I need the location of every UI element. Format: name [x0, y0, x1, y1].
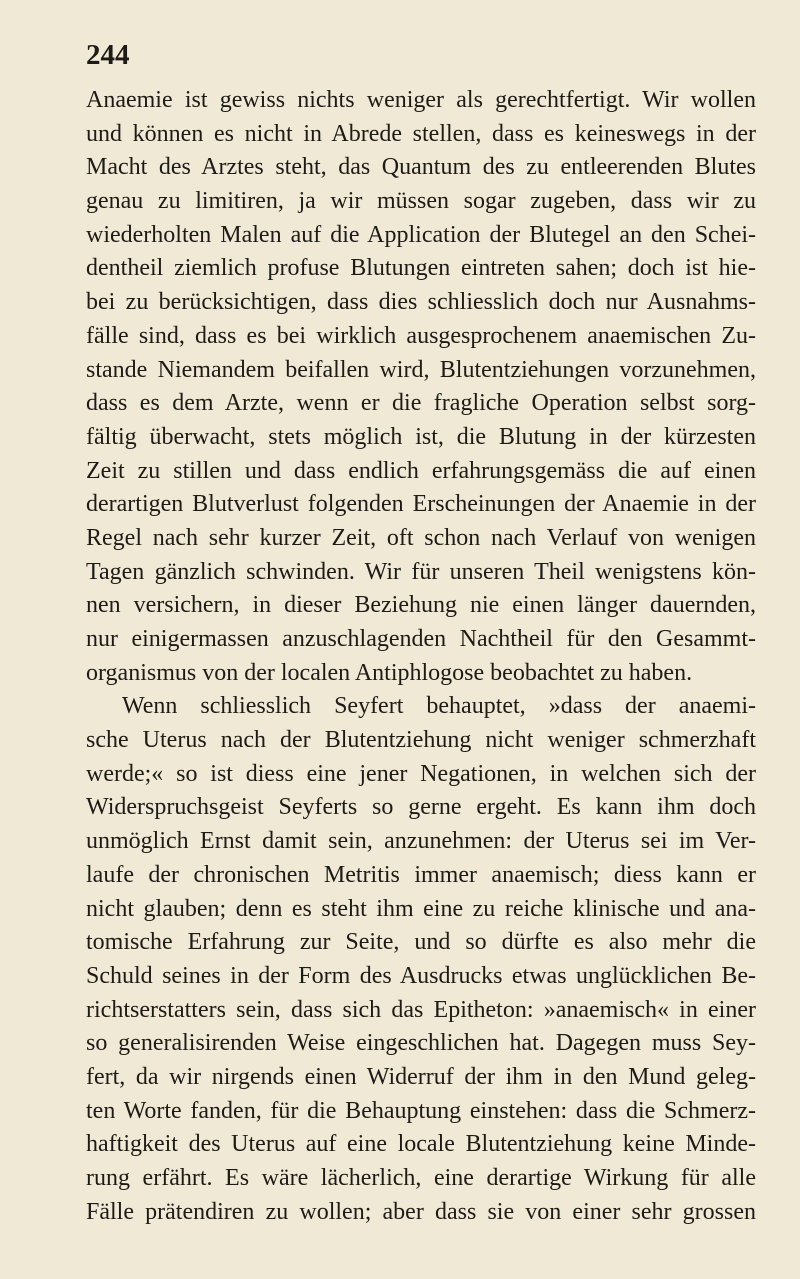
- text-line: sche Uterus nach der Blutentziehung nicht weniger schmerzhaft: [86, 727, 756, 754]
- text-line: Wenn schliesslich Seyfert behauptet, »dass der anaemi-: [122, 693, 756, 720]
- text-line: stande Niemandem beifallen wird, Blutentziehungen vorzunehmen,: [86, 356, 756, 383]
- text-line: haftigkeit des Uterus auf eine locale Blutentziehung keine Minde-: [86, 1131, 756, 1158]
- text-line: fert, da wir nirgends einen Widerruf der ihm in den Mund geleg-: [86, 1063, 756, 1090]
- text-line: und können es nicht in Abrede stellen, dass es keineswegs in der: [86, 120, 756, 147]
- text-line: genau zu limitiren, ja wir müssen sogar zugeben, dass wir zu: [86, 188, 756, 215]
- text-line: richtserstatters sein, dass sich das Epitheton: »anaemisch« in einer: [86, 996, 756, 1023]
- text-line: dentheil ziemlich profuse Blutungen eintreten sahen; doch ist hie-: [86, 255, 756, 282]
- text-line: Tagen gänzlich schwinden. Wir für unseren Theil wenigstens kön-: [86, 558, 756, 585]
- text-line: ten Worte fanden, für die Behauptung einstehen: dass die Schmerz-: [86, 1097, 756, 1124]
- text-line: tomische Erfahrung zur Seite, und so dürfte es also mehr die: [86, 929, 756, 956]
- text-line: Schuld seines in der Form des Ausdrucks etwas unglücklichen Be-: [86, 962, 756, 989]
- text-line: nen versichern, in dieser Beziehung nie einen länger dauernden,: [86, 592, 756, 619]
- text-line: laufe der chronischen Metritis immer anaemisch; diess kann er: [86, 861, 756, 888]
- text-line: Macht des Arztes steht, das Quantum des zu entleerenden Blutes: [86, 154, 756, 181]
- text-line: Widerspruchsgeist Seyferts so gerne ergeht. Es kann ihm doch: [86, 794, 756, 821]
- text-line: so generalisirenden Weise eingeschlichen hat. Dagegen muss Sey-: [86, 1030, 756, 1057]
- text-line: fältig überwacht, stets möglich ist, die Blutung in der kürzesten: [86, 423, 756, 450]
- text-line: bei zu berücksichtigen, dass dies schliesslich doch nur Ausnahms-: [86, 289, 756, 316]
- text-line: Anaemie ist gewiss nichts weniger als gerechtfertigt. Wir wollen: [86, 87, 756, 113]
- text-line: Regel nach sehr kurzer Zeit, oft schon nach Verlauf von wenigen: [86, 524, 756, 551]
- body-text: [86, 84, 756, 1229]
- text-line: Zeit zu stillen und dass endlich erfahrungsgemäss die auf einen: [86, 457, 756, 484]
- text-line: organismus von der localen Antiphlogose beobachtet zu haben.: [86, 659, 693, 686]
- text-line: nicht glauben; denn es steht ihm eine zu reiche klinische und ana-: [86, 895, 756, 922]
- text-line: Fälle prätendiren zu wollen; aber dass sie von einer sehr grossen: [86, 1198, 756, 1225]
- text-line: dass es dem Arzte, wenn er die fragliche Operation selbst sorg-: [86, 390, 756, 417]
- text-line: rung erfährt. Es wäre lächerlich, eine derartige Wirkung für alle: [86, 1165, 756, 1191]
- text-line: derartigen Blutverlust folgenden Erscheinungen der Anaemie in der: [86, 491, 756, 518]
- text-line: werde;« so ist diess eine jener Negationen, in welchen sich der: [86, 760, 756, 787]
- page-number: 244: [86, 39, 130, 71]
- text-line: unmöglich Ernst damit sein, anzunehmen: der Uterus sei im Ver-: [86, 828, 756, 855]
- text-line: fälle sind, dass es bei wirklich ausgesprochenem anaemischen Zu-: [86, 322, 756, 349]
- text-line: wiederholten Malen auf die Application der Blutegel an den Schei-: [86, 221, 756, 248]
- text-line: nur einigermassen anzuschlagenden Nachtheil für den Gesammt-: [86, 626, 756, 652]
